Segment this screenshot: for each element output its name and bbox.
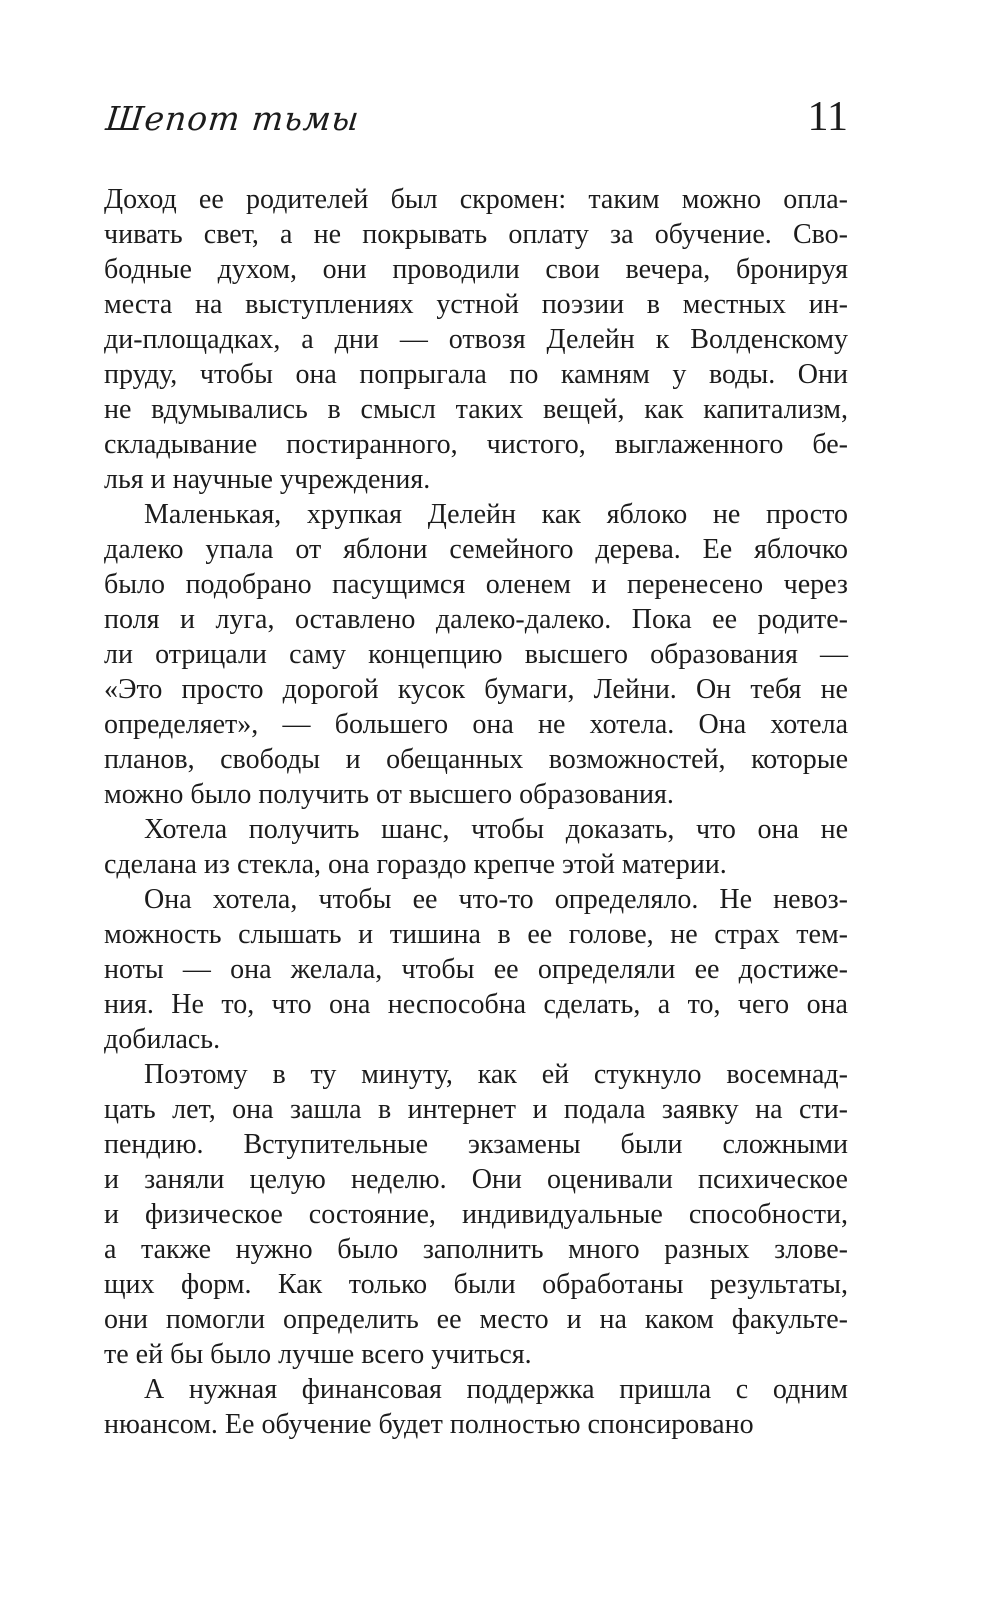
text-line: определяет», — большего она не хотела. Она хотела [104, 709, 848, 740]
text-line: Хотела получить шанс, чтобы доказать, что она не [144, 814, 848, 845]
text-line: А нужная финансовая поддержка пришла с одним [144, 1374, 848, 1405]
paragraph [104, 1372, 848, 1442]
text-line: добилась. [104, 1024, 221, 1055]
text-line: было подобрано пасущимся оленем и перенесено через [104, 569, 848, 600]
text-line: далеко упала от яблони семейного дерева. Ее яблочко [104, 534, 848, 565]
page-header [104, 96, 848, 138]
paragraph [104, 812, 848, 882]
text-line: не вдумывались в смысл таких вещей, как капитализм, [104, 394, 848, 425]
text-line: Она хотела, чтобы ее что-то определяло. Не невоз- [144, 884, 848, 915]
text-line: лья и научные учреждения. [104, 464, 431, 495]
text-line: они помогли определить ее место и на каком факульте- [104, 1304, 848, 1335]
text-line: Маленькая, хрупкая Делейн как яблоко не просто [144, 499, 848, 530]
text-line: ли отрицали саму концепцию высшего образования — [104, 639, 848, 670]
text-line: ния. Не то, что она неспособна сделать, а то, чего она [104, 989, 848, 1020]
text-line: и заняли целую неделю. Они оценивали психическое [104, 1164, 848, 1195]
text-line: щих форм. Как только были обработаны результаты, [104, 1269, 848, 1300]
text-line: планов, свободы и обещанных возможностей, которые [104, 744, 848, 775]
text-line: чивать свет, а не покрывать оплату за обучение. Сво- [104, 219, 848, 250]
text-line: ноты — она желала, чтобы ее определяли ее достиже- [104, 954, 848, 985]
text-line: цать лет, она зашла в интернет и подала заявку на сти- [104, 1094, 848, 1125]
text-line: ди-площадках, а дни — отвозя Делейн к Волденскому [104, 324, 848, 355]
text-line: Поэтому в ту минуту, как ей стукнуло восемнад- [144, 1059, 848, 1090]
text-line: места на выступлениях устной поэзии в местных ин- [104, 289, 848, 320]
text-line: поля и луга, оставлено далеко-далеко. Пока ее родите- [104, 604, 848, 635]
text-line: сделана из стекла, она гораздо крепче этой материи. [104, 849, 727, 880]
paragraph [104, 182, 848, 497]
text-line: а также нужно было заполнить много разных злове- [104, 1234, 848, 1265]
paragraph [104, 882, 848, 1057]
running-title: Шепот тьмы [104, 99, 362, 138]
text-line: бодные духом, они проводили свои вечера, бронируя [104, 254, 848, 285]
paragraph [104, 1057, 848, 1372]
text-line: складывание постиранного, чистого, выглаженного бе- [104, 429, 848, 460]
body-text [104, 182, 848, 1442]
text-line: Доход ее родителей был скромен: таким можно опла- [104, 184, 848, 215]
text-line: можность слышать и тишина в ее голове, не страх тем- [104, 919, 848, 950]
paragraph [104, 497, 848, 812]
text-line: пендию. Вступительные экзамены были сложными [104, 1129, 848, 1160]
text-line: пруду, чтобы она попрыгала по камням у воды. Они [104, 359, 848, 390]
page-number: 11 [807, 94, 848, 140]
text-line: те ей бы было лучше всего учиться. [104, 1339, 532, 1370]
text-line: и физическое состояние, индивидуальные способности, [104, 1199, 848, 1230]
text-line: нюансом. Ее обучение будет полностью спонсировано [104, 1409, 754, 1440]
text-line: можно было получить от высшего образования. [104, 779, 674, 810]
text-line: «Это просто дорогой кусок бумаги, Лейни. Он тебя не [104, 674, 848, 705]
